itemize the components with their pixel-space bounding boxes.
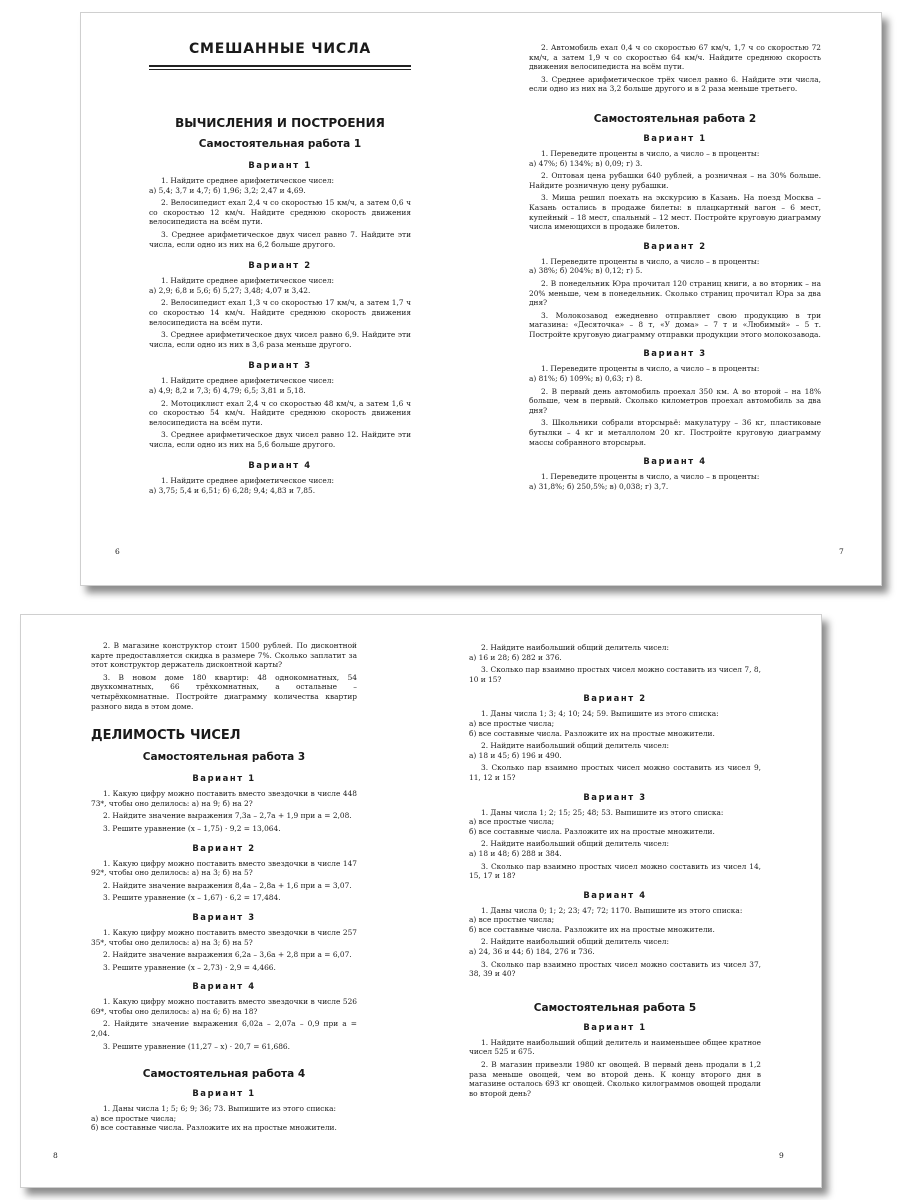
- page-9-column: [469, 615, 761, 1101]
- task-text: 3. В новом доме 180 квартир: 48 однокомнатных, 54 двухкомнатных, 66 трёхкомнатных, а остальные – четырёхкомнатные. Постройте диаграмму количества квартир разного вида в этом доме.: [91, 672, 357, 711]
- task-text: 1. Найдите среднее арифметическое чисел:: [161, 376, 334, 386]
- variant-heading: Вариант 3: [583, 791, 647, 802]
- page-8-column: [91, 615, 357, 1136]
- task-text: а) все простые числа;: [91, 1113, 177, 1123]
- task-text: а) 47%; б) 134%; в) 0,09; г) 3.: [529, 158, 643, 168]
- task-text: 1. Найдите среднее арифметическое чисел:: [161, 176, 334, 185]
- variant-heading: Вариант 3: [192, 911, 256, 922]
- task-text: 2. Найдите наибольший общий делитель чисел:: [481, 937, 669, 947]
- task-text: 2. Велосипедист ехал 1,3 ч со скоростью 17 км/ч, а затем 1,7 ч со скоростью 14 км/ч. Найдите среднюю скорость движения велосипедиста на всём пути.: [149, 298, 411, 327]
- task-text: 2. В первый день автомобиль проехал 350 км. А во второй – на 18% больше, чем в первый. Сколько километров проехал автомобиль за два дня?: [529, 386, 821, 415]
- chapter-title: СМЕШАННЫЕ ЧИСЛА: [188, 41, 372, 57]
- chapter-title: ДЕЛИМОСТЬ ЧИСЕЛ: [91, 728, 241, 744]
- task-text: 3. Сколько пар взаимно простых чисел можно составить из чисел 37, 38, 39 и 40?: [469, 959, 761, 979]
- task-text: а) 81%; б) 109%; в) 0,63; г) 8.: [529, 374, 643, 384]
- variant-heading: Вариант 4: [192, 981, 256, 992]
- variant-heading: Вариант 2: [192, 842, 256, 853]
- task-text: а) 31,8%; б) 250,5%; в) 0,038; г) 3,7.: [529, 481, 669, 491]
- task-text: а) 18 и 48; б) 288 и 384.: [469, 848, 562, 858]
- task-text: 1. Даны числа 1; 3; 4; 10; 24; 59. Выпишите из этого списка:: [481, 709, 719, 719]
- task-text: 2. Найдите значение выражения 6,2a – 3,6a + 2,8 при a = 6,07.: [103, 950, 352, 960]
- page-number: 7: [839, 547, 844, 556]
- task-text: 2. Найдите наибольший общий делитель чисел:: [481, 839, 669, 849]
- page-number: 9: [779, 1151, 784, 1160]
- task-text: 1. Даны числа 1; 2; 15; 25; 48; 53. Выпишите из этого списка:: [481, 807, 724, 817]
- page-number: 6: [115, 547, 120, 556]
- page-number: 8: [53, 1151, 58, 1160]
- variant-heading: Вариант 1: [192, 1088, 256, 1099]
- task-text: б) все составные числа. Разложите их на простые множители.: [469, 924, 715, 934]
- work-title: Самостоятельная работа 5: [533, 1001, 697, 1014]
- task-text: а) 3,75; 5,4 и 6,51; б) 6,28; 9,4; 4,83 и 7,85.: [149, 486, 316, 496]
- task-text: 3. Школьники собрали вторсырьё: макулатуру – 36 кг, пластиковые бутылки – 4 кг и металлолом 20 кг. Постройте круговую диаграмму массы собранного вторсырья.: [529, 418, 821, 447]
- variant-heading: Вариант 4: [248, 460, 312, 471]
- task-text: 2. В магазине конструктор стоит 1500 рублей. По дисконтной карте предоставляется скидка в размере 7%. Сколько заплатит за этот конструктор держатель дисконтной карты?: [91, 641, 357, 670]
- variant-heading: Вариант 2: [583, 693, 647, 704]
- variant-heading: Вариант 4: [643, 456, 707, 467]
- page-6-column: [149, 13, 411, 499]
- task-text: 2. Оптовая цена рубашки 640 рублей, а розничная – на 30% больше. Найдите розничную цену рубашки.: [529, 171, 821, 190]
- task-text: а) все простые числа;: [469, 817, 555, 827]
- title-rule-thick: [149, 65, 411, 67]
- variant-heading: Вариант 3: [248, 360, 312, 371]
- task-text: 2. Велосипедист ехал 2,4 ч со скоростью 15 км/ч, а затем 0,6 ч со скоростью 12 км/ч. Найдите среднюю скорость движения велосипедиста на всём пути.: [149, 198, 411, 227]
- task-text: а) 4,9; 8,2 и 7,3; б) 4,79; 6,5; 3,81 и 5,18.: [149, 385, 306, 395]
- task-text: б) все составные числа. Разложите их на простые множители.: [469, 826, 715, 836]
- task-text: 1. Переведите проценты в число, а число – в проценты:: [541, 256, 760, 266]
- task-text: 1. Какую цифру можно поставить вместо звездочки в числе 257 35*, чтобы оно делилось: а) на 3; б) на 5?: [91, 927, 357, 947]
- task-text: 1. Какую цифру можно поставить вместо звездочки в числе 526 69*, чтобы оно делилось: а) на 6; б) на 18?: [91, 997, 357, 1016]
- task-text: 1. Даны числа 1; 5; 6; 9; 36; 73. Выпишите из этого списка:: [103, 1104, 336, 1114]
- variant-heading: Вариант 2: [248, 260, 312, 271]
- task-text: 3. Среднее арифметическое трёх чисел равно 6. Найдите эти числа, если одно из них на 3,2 больше другого и в 2 раза меньше третьего.: [529, 74, 821, 94]
- task-text: 2. Найдите значение выражения 6,02a – 2,07a – 0,9 при a = 2,04.: [91, 1019, 357, 1039]
- task-text: 2. Мотоциклист ехал 2,4 ч со скоростью 48 км/ч, а затем 1,6 ч со скоростью 54 км/ч. Найдите среднюю скорость движения велосипедиста на всём пути.: [149, 398, 411, 427]
- task-text: 3. Решите уравнение (x – 1,67) · 6,2 = 17,484.: [103, 893, 281, 903]
- task-text: 2. Найдите значение выражения 7,3a – 2,7a + 1,9 при a = 2,08.: [103, 811, 352, 821]
- task-text: 1. Найдите среднее арифметическое чисел:: [161, 276, 334, 286]
- book-spread-pages-6-7: [80, 12, 882, 586]
- variant-heading: Вариант 1: [583, 1021, 647, 1032]
- page-9: [421, 615, 821, 1187]
- task-text: 2. Найдите наибольший общий делитель чисел:: [481, 741, 669, 751]
- work-title: Самостоятельная работа 3: [142, 751, 306, 764]
- work-title: Самостоятельная работа 1: [198, 138, 362, 150]
- task-text: 2. Найдите значение выражения 8,4a – 2,8a + 1,6 при a = 3,07.: [103, 880, 352, 890]
- variant-heading: Вариант 1: [192, 773, 256, 784]
- task-text: 1. Даны числа 0; 1; 2; 23; 47; 72; 1170. Выпишите из этого списка:: [481, 905, 743, 915]
- variant-heading: Вариант 3: [643, 348, 707, 359]
- task-text: 2. В понедельник Юра прочитал 120 страниц книги, а во вторник – на 20% меньше, чем в понедельник. Сколько страниц прочитал Юра за два дня?: [529, 278, 821, 308]
- task-text: 2. Автомобиль ехал 0,4 ч со скоростью 67 км/ч, 1,7 ч со скоростью 72 км/ч, а затем 1,9 ч со скоростью 64 км/ч. Найдите среднюю скорость движения велосипедиста на всём пути.: [529, 43, 821, 72]
- book-spread-pages-8-9: [20, 614, 822, 1188]
- task-text: 1. Переведите проценты в число, а число – в проценты:: [541, 364, 760, 374]
- task-text: 3. Сколько пар взаимно простых чисел можно составить из чисел 14, 15, 17 и 18?: [469, 861, 761, 881]
- task-text: 1. Какую цифру можно поставить вместо звездочки в числе 147 92*, чтобы оно делилось: а) на 3; б) на 5?: [91, 858, 357, 878]
- task-text: 1. Какую цифру можно поставить вместо звездочки в числе 448 73*, чтобы оно делилось: а) на 9; б) на 2?: [91, 789, 357, 808]
- page-6: [81, 13, 481, 585]
- variant-heading: Вариант 1: [643, 132, 707, 143]
- task-text: 1. Переведите проценты в число, а число – в проценты:: [541, 472, 760, 482]
- variant-heading: Вариант 2: [643, 240, 707, 251]
- task-text: 3. Среднее арифметическое двух чисел равно 12. Найдите эти числа, если одно из них на 5,6 больше другого.: [149, 430, 411, 449]
- task-text: 1. Переведите проценты в число, а число – в проценты:: [541, 148, 760, 158]
- task-text: 1. Найдите среднее арифметическое чисел:: [161, 476, 334, 486]
- variant-heading: Вариант 4: [583, 889, 647, 900]
- task-text: 3. Решите уравнение (x – 1,75) · 9,2 = 13,064.: [103, 823, 281, 833]
- task-text: 3. Сколько пар взаимно простых чисел можно составить из чисел 7, 8, 10 и 15?: [469, 665, 761, 684]
- section-title: ВЫЧИСЛЕНИЯ И ПОСТРОЕНИЯ: [175, 116, 385, 130]
- page-7: [481, 13, 881, 585]
- work-title: Самостоятельная работа 4: [142, 1068, 306, 1081]
- page-7-column: [529, 13, 821, 494]
- task-text: а) 38%; б) 204%; в) 0,12; г) 5.: [529, 266, 643, 276]
- task-text: а) все простые числа;: [469, 718, 555, 728]
- task-text: 3. Среднее арифметическое двух чисел равно 6,9. Найдите эти числа, если одно из них в 3,6 раза меньше другого.: [149, 330, 411, 349]
- task-text: 3. Миша решил поехать на экскурсию в Казань. На поезд Москва – Казань остались в продаже билеты: в плацкартный вагон – 6 мест, купейный – 18 мест, спальный – 12 мест. Постройте круговую диаграмму числа имеющихся в продаже билетов.: [529, 193, 821, 232]
- work-title: Самостоятельная работа 2: [593, 112, 757, 125]
- task-text: а) 24, 36 и 44; б) 184, 276 и 736.: [469, 947, 595, 957]
- task-text: б) все составные числа. Разложите их на простые множители.: [469, 728, 715, 738]
- task-text: а) 16 и 28; б) 282 и 376.: [469, 652, 562, 662]
- task-text: а) 18 и 45; б) 196 и 490.: [469, 750, 562, 760]
- task-text: 3. Сколько пар взаимно простых чисел можно составить из чисел 9, 11, 12 и 15?: [469, 763, 761, 782]
- task-text: 3. Среднее арифметическое двух чисел равно 7. Найдите эти числа, если одно из них на 6,2 больше другого.: [149, 229, 411, 249]
- task-text: 3. Решите уравнение (x – 2,73) · 2,9 = 4,466.: [103, 962, 276, 972]
- task-text: а) 5,4; 3,7 и 4,7; б) 1,96; 3,2; 2,47 и 4,69.: [149, 185, 306, 195]
- task-text: 3. Решите уравнение (11,27 – x) · 20,7 = 61,686.: [103, 1041, 290, 1051]
- task-text: 3. Молокозавод ежедневно отправляет свою продукцию в три магазина: «Десяточка» – 8 т, «У дома» – 7 т и «Любимый» – 5 т. Постройте круговую диаграмму отправки продукции этого молокозавода.: [529, 310, 821, 339]
- task-text: а) все простые числа;: [469, 915, 555, 925]
- variant-heading: Вариант 1: [248, 160, 312, 170]
- task-text: 2. Найдите наибольший общий делитель чисел:: [481, 643, 669, 652]
- task-text: а) 2,9; 6,8 и 5,6; б) 5,27; 3,48; 4,07 и 3,42.: [149, 285, 311, 295]
- task-text: б) все составные числа. Разложите их на простые множители.: [91, 1123, 337, 1133]
- page-8: [21, 615, 421, 1187]
- task-text: 2. В магазин привезли 1980 кг овощей. В первый день продали в 1,2 раза меньше овощей, чем во второй день. К концу второго дня в магазине осталось 693 кг овощей. Сколько килограммов овощей продали во второй день?: [469, 1060, 761, 1098]
- task-text: 1. Найдите наибольший общий делитель и наименьшее общее кратное чисел 525 и 675.: [469, 1037, 761, 1057]
